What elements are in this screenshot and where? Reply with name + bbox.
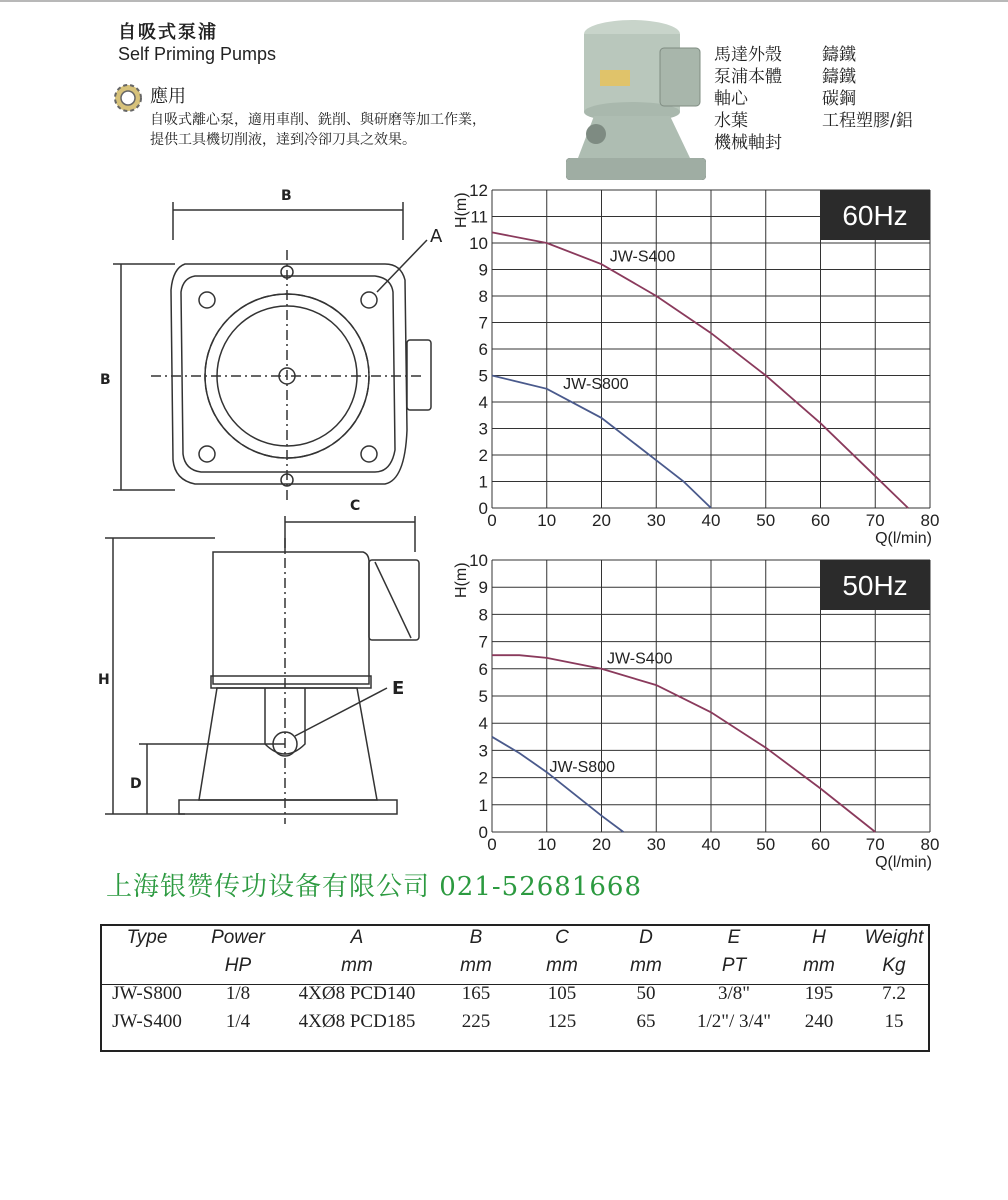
table-cell: 105 <box>547 983 577 1004</box>
table-cell: 15 <box>884 1011 904 1032</box>
x-axis-label: Q(l/min) <box>875 854 932 871</box>
table-unit-cell: mm <box>460 955 492 976</box>
y-tick-label: 8 <box>478 605 488 625</box>
table-header-cell: D <box>639 927 653 948</box>
y-tick-label: 2 <box>478 768 488 788</box>
x-tick-label: 50 <box>756 835 776 854</box>
callout-label-a: A <box>430 226 443 247</box>
y-tick-label: 5 <box>478 687 488 706</box>
application-heading: 應用 <box>150 86 186 107</box>
callout-label-e: E <box>392 678 405 699</box>
top-view-drawing <box>95 180 445 510</box>
application-text-line1: 自吸式離心泵，適用車削、銑削、與研磨等加工作業， <box>150 112 486 128</box>
x-tick-label: 50 <box>756 511 776 530</box>
y-tick-label: 6 <box>478 340 488 359</box>
table-cell: 4XØ8 PCD185 <box>298 1011 416 1032</box>
table-cell: JW-S400 <box>112 1011 182 1032</box>
x-tick-label: 10 <box>537 835 557 854</box>
table-header-cell: Weight <box>864 927 924 948</box>
dim-label-h: H <box>98 672 110 688</box>
top-rule <box>0 0 1008 2</box>
y-tick-label: 0 <box>478 499 488 518</box>
y-tick-label: 4 <box>478 393 488 412</box>
x-tick-label: 0 <box>487 835 497 854</box>
y-tick-label: 3 <box>478 741 488 761</box>
x-tick-label: 0 <box>487 511 497 530</box>
title-chinese: 自吸式泵浦 <box>118 22 218 43</box>
frequency-badge-label: 60Hz <box>842 200 908 231</box>
series-label: JW-S800 <box>563 375 629 393</box>
y-tick-label: 0 <box>478 823 488 842</box>
table-cell: 1/4 <box>225 1011 251 1032</box>
table-header-cell: Power <box>211 927 265 948</box>
x-tick-label: 30 <box>646 835 666 854</box>
material-value: 鑄鐵 <box>822 45 856 65</box>
frequency-badge-label: 50Hz <box>842 570 908 601</box>
y-tick-label: 11 <box>470 207 488 227</box>
table-unit-cell: mm <box>803 955 835 976</box>
y-tick-label: 7 <box>478 313 488 333</box>
table-cell: 7.2 <box>882 983 906 1004</box>
table-cell: 4XØ8 PCD140 <box>298 983 416 1004</box>
table-unit-cell: PT <box>721 955 747 976</box>
y-tick-label: 12 <box>469 181 488 200</box>
x-tick-label: 40 <box>701 511 721 530</box>
table-header-cell: E <box>727 927 741 948</box>
y-tick-label: 8 <box>478 287 488 306</box>
table-cell: 1/2"/ 3/4" <box>696 1011 772 1032</box>
material-value: 鑄鐵 <box>822 67 856 87</box>
x-tick-label: 70 <box>865 835 885 854</box>
spec-table <box>100 924 930 1036</box>
y-tick-label: 6 <box>478 659 488 679</box>
x-axis-label: Q(l/min) <box>875 530 932 547</box>
series-label: JW-S400 <box>609 248 676 266</box>
table-unit-cell: Kg <box>882 955 906 976</box>
y-tick-label: 1 <box>478 472 488 492</box>
material-row <box>714 44 913 66</box>
chart-60hz <box>446 178 946 558</box>
table-header-cell: B <box>469 927 483 948</box>
table-unit-row <box>100 952 930 980</box>
material-row <box>714 88 913 110</box>
table-cell: 240 <box>804 1011 834 1032</box>
y-tick-label: 5 <box>478 366 488 386</box>
y-tick-label: 3 <box>478 419 488 439</box>
y-tick-label: 10 <box>469 234 488 253</box>
material-part: 機械軸封 <box>714 133 782 153</box>
table-header-cell: H <box>812 927 826 948</box>
table-row <box>100 1008 930 1036</box>
material-value: 碳鋼 <box>822 89 856 109</box>
x-tick-label: 60 <box>811 511 830 530</box>
series-line-jw-s400 <box>492 655 875 832</box>
y-tick-label: 9 <box>478 260 488 280</box>
table-cell: 50 <box>636 983 656 1004</box>
material-part: 馬達外殼 <box>714 45 782 65</box>
series-label: JW-S800 <box>549 759 616 777</box>
y-tick-label: 7 <box>478 632 488 652</box>
side-view-drawing <box>95 508 445 828</box>
series-line-jw-s400 <box>492 232 908 508</box>
table-unit-cell: HP <box>224 955 252 976</box>
contact-line: 上海银赞传功设备有限公司 021-52681668 <box>106 872 643 902</box>
material-row <box>714 110 913 132</box>
table-cell: 165 <box>461 983 491 1004</box>
x-tick-label: 40 <box>701 835 721 854</box>
material-row <box>714 132 913 154</box>
y-tick-label: 9 <box>478 578 488 598</box>
x-tick-label: 80 <box>920 835 940 854</box>
y-axis-label: H(m) <box>453 562 470 598</box>
y-tick-label: 2 <box>478 446 488 465</box>
table-header-cell: Type <box>126 927 168 948</box>
table-header-cell: C <box>555 927 569 948</box>
table-header-row <box>100 924 930 952</box>
material-part: 泵浦本體 <box>714 67 782 87</box>
material-part: 軸心 <box>714 89 748 109</box>
table-cell: 3/8" <box>717 983 751 1004</box>
table-unit-cell: mm <box>630 955 662 976</box>
y-tick-label: 1 <box>478 795 488 815</box>
title-english: Self Priming Pumps <box>118 44 277 64</box>
x-tick-label: 20 <box>592 511 611 530</box>
table-unit-cell: mm <box>341 955 373 976</box>
x-tick-label: 30 <box>646 511 666 530</box>
y-tick-label: 10 <box>469 551 488 570</box>
series-label: JW-S400 <box>606 650 673 668</box>
x-tick-label: 60 <box>811 835 830 854</box>
dim-label-d: D <box>130 776 142 792</box>
table-cell: 1/8 <box>225 983 251 1004</box>
table-cell: 125 <box>547 1011 577 1032</box>
table-cell: 225 <box>461 1011 491 1032</box>
material-row <box>714 66 913 88</box>
series-line-jw-s800 <box>492 737 623 832</box>
y-tick-label: 4 <box>478 714 488 734</box>
x-tick-label: 70 <box>865 511 885 530</box>
table-cell: JW-S800 <box>112 983 182 1004</box>
material-value: 工程塑膠/鋁 <box>822 111 913 131</box>
chart-50hz <box>446 546 946 876</box>
x-tick-label: 20 <box>592 835 611 854</box>
materials-list <box>714 44 913 154</box>
table-row <box>100 980 930 1008</box>
table-cell: 65 <box>636 1011 656 1032</box>
table-header-cell: A <box>350 927 364 948</box>
dim-label-b-top: B <box>281 188 292 204</box>
table-unit-cell: mm <box>546 955 578 976</box>
x-tick-label: 10 <box>537 511 557 530</box>
gear-icon <box>110 80 146 116</box>
application-text <box>150 110 570 150</box>
x-tick-label: 80 <box>920 511 940 530</box>
material-part: 水葉 <box>714 111 748 131</box>
pump-photo <box>560 8 710 190</box>
table-unit-cell <box>100 952 194 980</box>
dim-label-b-side: B <box>100 372 111 388</box>
table-cell: 195 <box>804 983 834 1004</box>
application-text-line2: 提供工具機切削液，達到冷卻刀具之效果。 <box>150 132 416 148</box>
dim-label-c: C <box>350 498 361 514</box>
y-axis-label: H(m) <box>453 192 470 228</box>
